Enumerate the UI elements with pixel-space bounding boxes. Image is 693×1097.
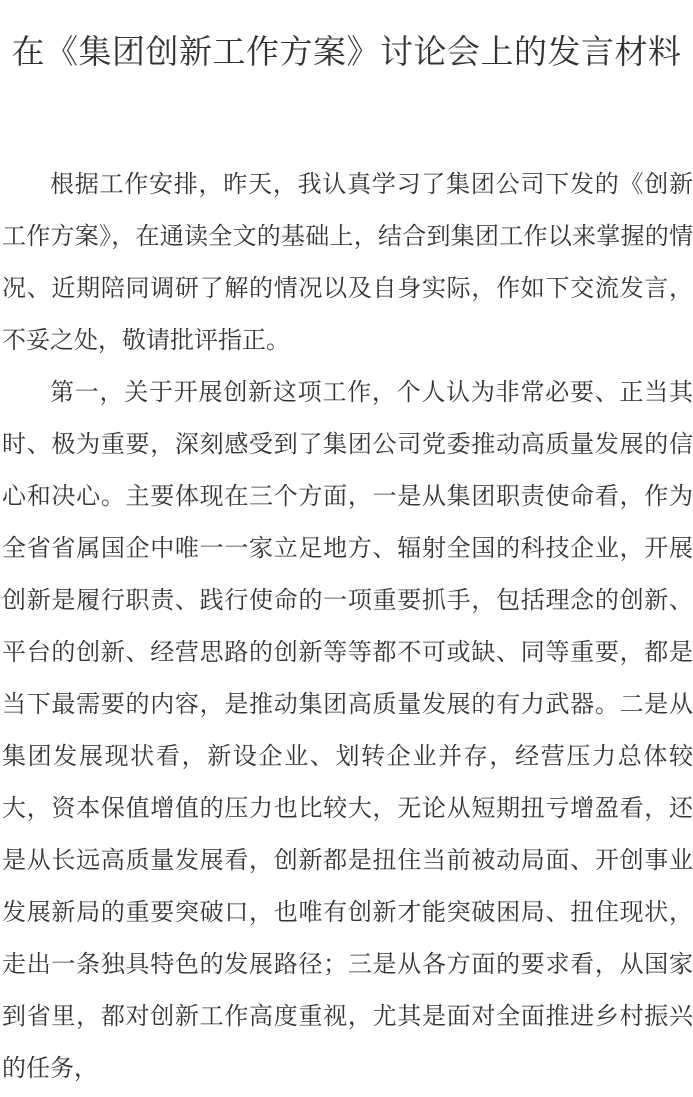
- document-body: [2, 158, 693, 1094]
- paragraph-first-point: 第一，关于开展创新这项工作，个人认为非常必要、正当其时、极为重要，深刻感受到了集团公司党委推动高质量发展的信心和决心。主要体现在三个方面，一是从集团职责使命看，作为全省省属国企中唯一一家立足地方、辐射全国的科技企业，开展创新是履行职责、践行使命的一项重要抓手，包括理念的创新、平台的创新、经营思路的创新等等都不可或缺、同等重要，都是当下最需要的内容，是推动集团高质量发展的有力武器。二是从集团发展现状看，新设企业、划转企业并存，经营压力总体较大，资本保值增值的压力也比较大，无论从短期扭亏增盈看，还是从长远高质量发展看，创新都是扭住当前被动局面、开创事业发展新局的重要突破口，也唯有创新才能突破困局、扭住现状，走出一条独具特色的发展路径；三是从各方面的要求看，从国家到省里，都对创新工作高度重视，尤其是面对全面推进乡村振兴的任务，: [2, 378, 693, 1082]
- paragraph-intro: 根据工作安排，昨天，我认真学习了集团公司下发的《创新工作方案》，在通读全文的基础上，结合到集团工作以来掌握的情况、近期陪同调研了解的情况以及自身实际，作如下交流发言，不妥之处，敬请批评指正。: [2, 170, 693, 354]
- document-title: 在《集团创新工作方案》讨论会上的发言材料: [11, 32, 682, 71]
